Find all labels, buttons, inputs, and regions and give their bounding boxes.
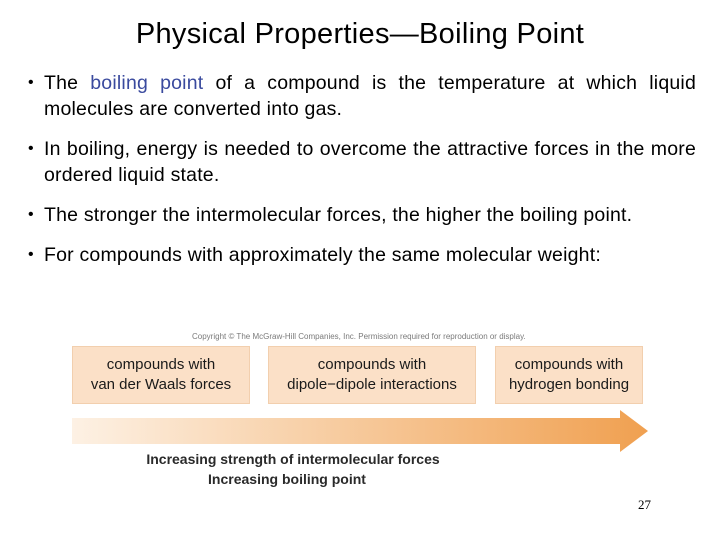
box-line1: compounds with [514, 356, 624, 373]
slide-title: Physical Properties—Boiling Point [135, 18, 585, 50]
bullet-text: For compounds with approximately the same molecular weight: [44, 244, 601, 266]
keyword-boiling-point: boiling point [90, 72, 204, 94]
gradient-arrow-icon [72, 410, 652, 452]
box-line2: dipole−dipole interactions [287, 376, 457, 393]
caption-boiling-point: Increasing boiling point [208, 471, 366, 487]
bullet-text-prefix: The [44, 72, 91, 94]
copyright-notice: Copyright © The McGraw-Hill Companies, Inc. Permission required for reproduction or display. [192, 332, 526, 341]
bullet-dot-icon: • [28, 246, 34, 263]
bullet-text-rest: of a compound is the temperature at which liquid molecules are converted into gas. [44, 72, 696, 120]
box-hydrogen-bonding [495, 346, 643, 404]
box-line2: hydrogen bonding [508, 376, 630, 393]
box-van-der-waals [72, 346, 250, 404]
bullet-text: The stronger the intermolecular forces, the higher the boiling point. [44, 204, 633, 226]
box-line2: van der Waals forces [90, 376, 232, 393]
page-number: 27 [638, 497, 651, 512]
box-dipole-dipole [268, 346, 476, 404]
caption-intermolecular-forces: Increasing strength of intermolecular forces [146, 451, 440, 467]
box-line1: compounds with [317, 356, 427, 373]
bullet-text: In boiling, energy is needed to overcome the attractive forces in the more ordered liquid state. [44, 138, 696, 186]
bullet-dot-icon: • [28, 74, 34, 91]
box-line1: compounds with [106, 356, 216, 373]
bullet-dot-icon: • [28, 140, 34, 157]
bullet-dot-icon: • [28, 206, 34, 223]
